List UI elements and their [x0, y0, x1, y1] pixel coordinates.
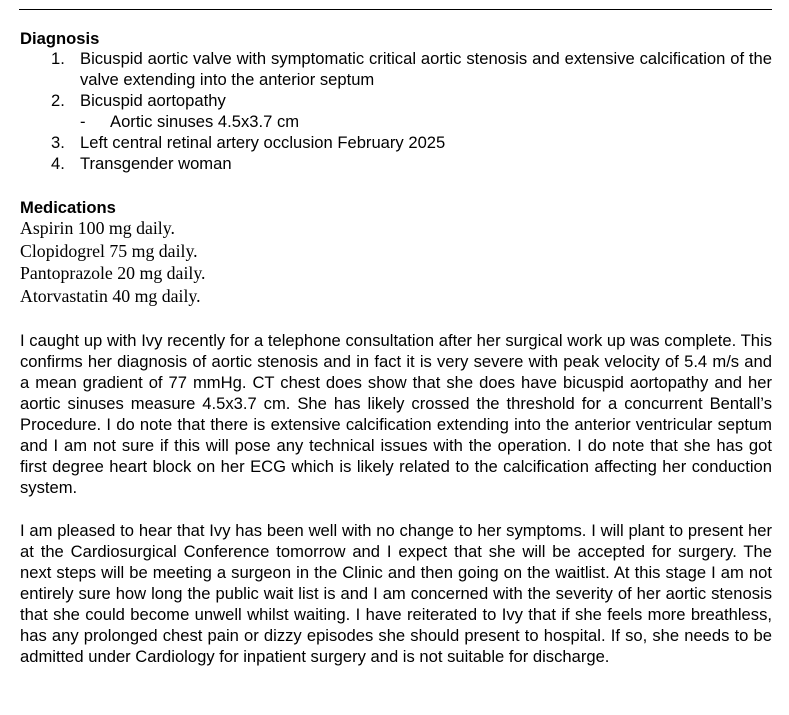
diagnosis-item [20, 132, 772, 153]
item-number: 4. [51, 154, 65, 173]
medication-item: Atorvastatin 40 mg daily. [20, 285, 201, 306]
item-text: Left central retinal artery occlusion February 2025 [80, 133, 446, 152]
item-number: 2. [51, 91, 65, 110]
item-number: 1. [51, 49, 65, 68]
medications-list [20, 217, 206, 307]
item-text: Bicuspid aortic valve with symptomatic critical aortic stenosis and extensive calcification of the valve extending into the anterior septum [80, 49, 772, 89]
diagnosis-item [20, 153, 772, 174]
diagnosis-heading: Diagnosis [20, 29, 100, 48]
consultation-paragraph: I caught up with Ivy recently for a telephone consultation after her surgical work up was complete. This confirms her diagnosis of aortic stenosis and in fact it is very severe with peak velocity of 5.4 m/s and a mean gradient of 77 mmHg. CT chest does show that she does have bicuspid aortopathy and her aortic sinuses measure 4.5x3.7 cm. She has likely crossed the threshold for a concurrent Bentall’s Procedure. I do note that there is extensive calcification extending into the anterior ventricular septum and I am not sure if this will pose any technical issues with the operation. I do note that she has got first degree heart block on her ECG which is likely related to the calcification affecting her conduction system. [20, 331, 772, 497]
top-divider [19, 9, 772, 10]
diagnosis-subitem [20, 111, 772, 132]
medication-item: Pantoprazole 20 mg daily. [20, 263, 206, 283]
medication-item: Aspirin 100 mg daily. [20, 218, 175, 238]
plan-paragraph: I am pleased to hear that Ivy has been well with no change to her symptoms. I will plant to present her at the Cardiosurgical Conference tomorrow and I expect that she will be accepted for surgery. The next steps will be meeting a surgeon in the Clinic and then going on the waitlist. At this stage I am not entirely sure how long the public wait list is and I am concerned with the severity of her aortic stenosis that she could become unwell whilst waiting. I have reiterated to Ivy that if she feels more breathless, has any prolonged chest pain or dizzy episodes she should present to hospital. If so, she needs to be admitted under Cardiology for inpatient surgery and is not suitable for discharge. [20, 521, 772, 666]
subitem-dash: - [80, 112, 86, 131]
subitem-text: Aortic sinuses 4.5x3.7 cm [110, 112, 300, 131]
diagnosis-item [20, 90, 772, 111]
item-text: Transgender woman [80, 154, 232, 173]
diagnosis-item [20, 48, 772, 90]
item-text: Bicuspid aortopathy [80, 91, 226, 110]
medications-heading: Medications [20, 198, 116, 217]
item-number: 3. [51, 133, 65, 152]
diagnosis-list [20, 48, 772, 174]
medication-item: Clopidogrel 75 mg daily. [20, 240, 198, 261]
